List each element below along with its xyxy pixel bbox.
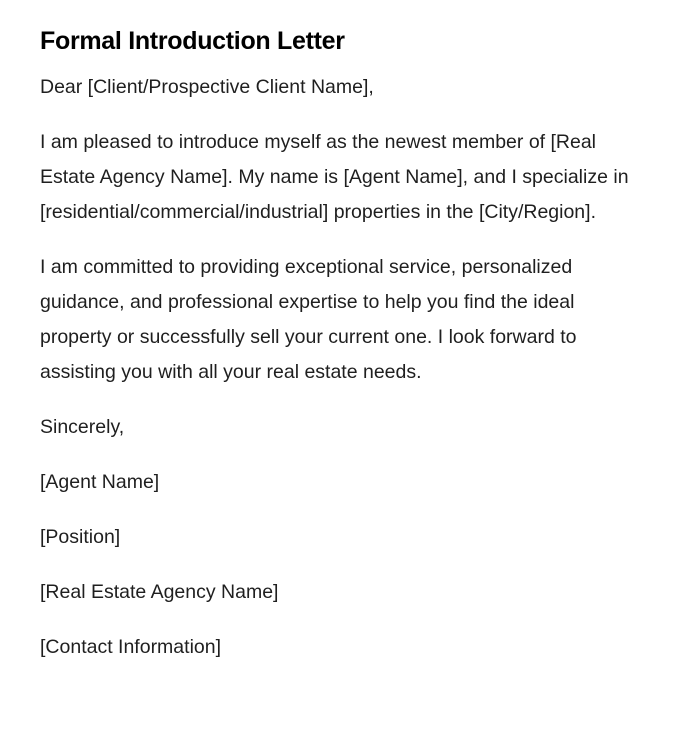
letter-document: [40, 24, 650, 685]
signature-contact-info: [Contact Information]: [40, 636, 222, 658]
signature-position: [Position]: [40, 526, 121, 548]
signature-agent-name: [Agent Name]: [40, 471, 160, 493]
signature-agency-name: [Real Estate Agency Name]: [40, 581, 279, 603]
letter-closing: Sincerely,: [40, 416, 125, 438]
letter-title: Formal Introduction Letter: [40, 27, 345, 55]
letter-salutation: Dear [Client/Prospective Client Name],: [40, 76, 374, 98]
letter-paragraph-1: I am pleased to introduce myself as the newest member of [Real Estate Agency Name]. My name is [Agent Name], and I specialize in [residential/commercial/industrial] properties in the [City/Region].: [40, 131, 629, 223]
letter-paragraph-2: I am committed to providing exceptional service, personalized guidance, and professional expertise to help you find the ideal property or successfully sell your current one. I look forward to assisting you with all your real estate needs.: [40, 256, 577, 383]
